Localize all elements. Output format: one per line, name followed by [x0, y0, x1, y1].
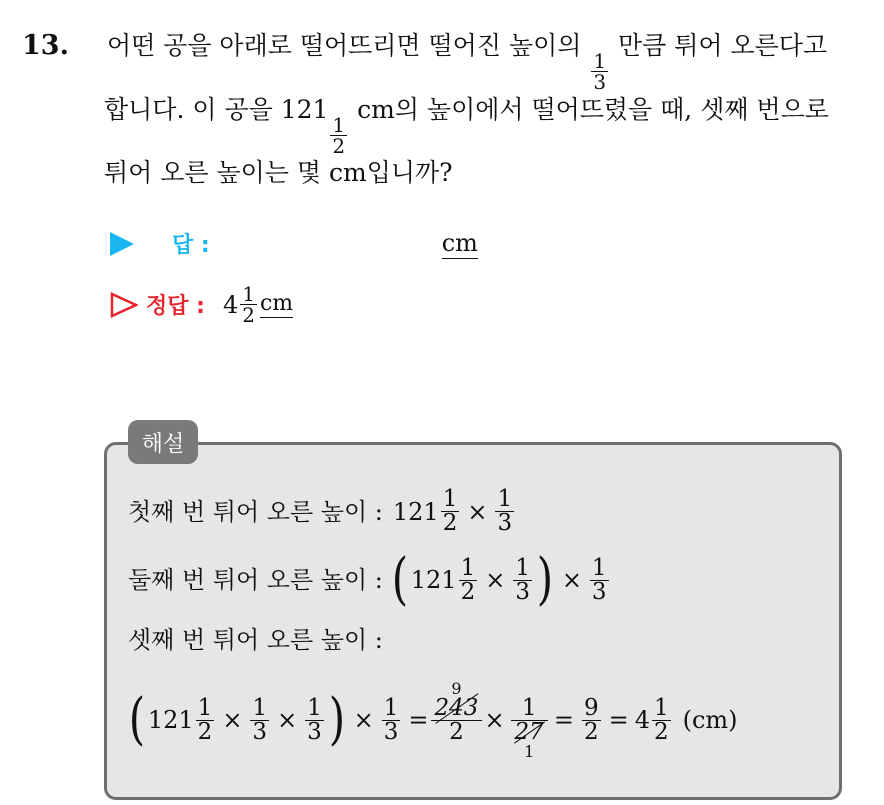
correct-fraction [240, 284, 257, 325]
frac-den: 3 [383, 718, 399, 745]
correct-whole: 4 [222, 290, 239, 319]
frac-den: 2 [242, 303, 255, 327]
question-number: 13. [22, 30, 69, 61]
math-frac-1-2 [196, 694, 215, 745]
fraction-one-third [591, 51, 608, 92]
math-4: 4 [634, 706, 650, 734]
frac-num: 9 [583, 694, 599, 721]
frac-den: 3 [593, 70, 607, 94]
frac-num: 1 [252, 694, 268, 721]
frac-num: 1 [521, 694, 537, 721]
solution-line-1 [128, 488, 516, 535]
right-paren: ) [536, 547, 554, 612]
frac-num: 1 [332, 113, 346, 137]
frac-den: 3 [591, 578, 607, 605]
solution-line-2 [128, 547, 611, 612]
frac-den: 3 [252, 718, 268, 745]
times-sign: × [222, 706, 243, 734]
question-text-2a: 합니다. 이 공을 [104, 95, 273, 124]
frac-den: 2 [332, 134, 346, 158]
height-whole: 121 [280, 95, 329, 124]
play-triangle-icon [110, 232, 134, 256]
left-paren: ( [128, 687, 146, 752]
solution-label-3: 셋째 번 튀어 오른 높이 : [128, 626, 383, 654]
solution-label-2: 둘째 번 튀어 오른 높이 : [128, 566, 383, 594]
math-frac-1-3 [590, 554, 609, 605]
question-line-1 [22, 32, 827, 92]
question-text-1b: 만큼 튀어 오른다고 [618, 31, 828, 60]
equals-sign: = [608, 706, 629, 734]
fraction-one-half [330, 115, 347, 156]
frac-num: 1 [653, 694, 669, 721]
frac-num: 1 [307, 694, 322, 721]
math-frac-1-2 [459, 554, 478, 605]
frac-den: 3 [307, 718, 322, 745]
times-sign: × [277, 706, 298, 734]
math-frac-1-2 [652, 694, 671, 745]
cancelled-243: 243 [434, 694, 479, 721]
math-frac-1-3 [495, 488, 514, 535]
frac-den: 3 [497, 510, 513, 536]
frac-den: 2 [197, 718, 213, 745]
correct-label: 정답 : [146, 294, 205, 319]
answer-label: 답 : [172, 233, 210, 258]
math-121: 121 [147, 706, 194, 734]
times-sign: × [561, 566, 582, 594]
math-frac-1-3 [250, 694, 269, 745]
question-line-3: 튀어 오른 높이는 몇 cm입니까? [104, 158, 453, 187]
frac-num: 1 [591, 554, 607, 581]
math-frac-1-27 [511, 681, 548, 760]
math-frac-1-3 [305, 694, 324, 745]
solution-line-4 [126, 670, 738, 770]
frac-num: 1 [242, 282, 255, 306]
answer-row [110, 228, 478, 259]
question-text-2b: cm의 높이에서 떨어뜨렸을 때, 셋째 번으로 [357, 95, 829, 124]
left-paren: ( [391, 547, 409, 612]
solution-label-1: 첫째 번 튀어 오른 높이 : [128, 497, 383, 526]
reduced-1: 1 [524, 741, 535, 761]
times-sign: × [467, 497, 488, 526]
frac-den: 3 [515, 578, 530, 605]
reduced-9: 9 [451, 678, 462, 698]
solution-tag: 해설 [128, 420, 198, 464]
frac-den: 2 [431, 720, 483, 744]
frac-num: 1 [383, 694, 399, 721]
frac-num: 1 [515, 554, 530, 581]
answer-unit[interactable]: cm [441, 228, 478, 257]
unit-cm: (cm) [682, 706, 738, 734]
times-sign: × [484, 706, 505, 734]
correct-unit: cm [259, 291, 294, 316]
equals-sign: = [408, 706, 429, 734]
right-paren: ) [328, 687, 345, 752]
math-frac-1-3 [382, 694, 401, 745]
math-121: 121 [392, 497, 439, 526]
frac-num: 1 [442, 486, 458, 512]
times-sign: × [353, 706, 374, 734]
frac-den: 2 [442, 510, 458, 536]
frac-num: 1 [460, 554, 476, 581]
frac-num: 1 [197, 694, 213, 721]
equals-sign: = [553, 706, 574, 734]
correct-answer-row [110, 284, 293, 325]
math-frac-9-2 [582, 694, 601, 745]
math-frac-243-2 [434, 678, 479, 760]
cancelled-27: 27 [514, 718, 544, 745]
times-sign: × [485, 566, 506, 594]
question-line-2 [104, 97, 829, 156]
frac-num: 1 [593, 49, 607, 73]
question-text-1a: 어떤 공을 아래로 떨어뜨리면 떨어진 높이의 [106, 31, 582, 60]
outline-triangle-icon [110, 292, 138, 318]
frac-num: 1 [497, 486, 513, 512]
frac-den: 2 [460, 578, 476, 605]
frac-den: 2 [583, 718, 599, 745]
math-frac-1-3 [513, 554, 532, 605]
frac-den: 2 [653, 718, 669, 745]
math-frac-1-2 [441, 488, 460, 535]
math-121: 121 [410, 566, 457, 594]
